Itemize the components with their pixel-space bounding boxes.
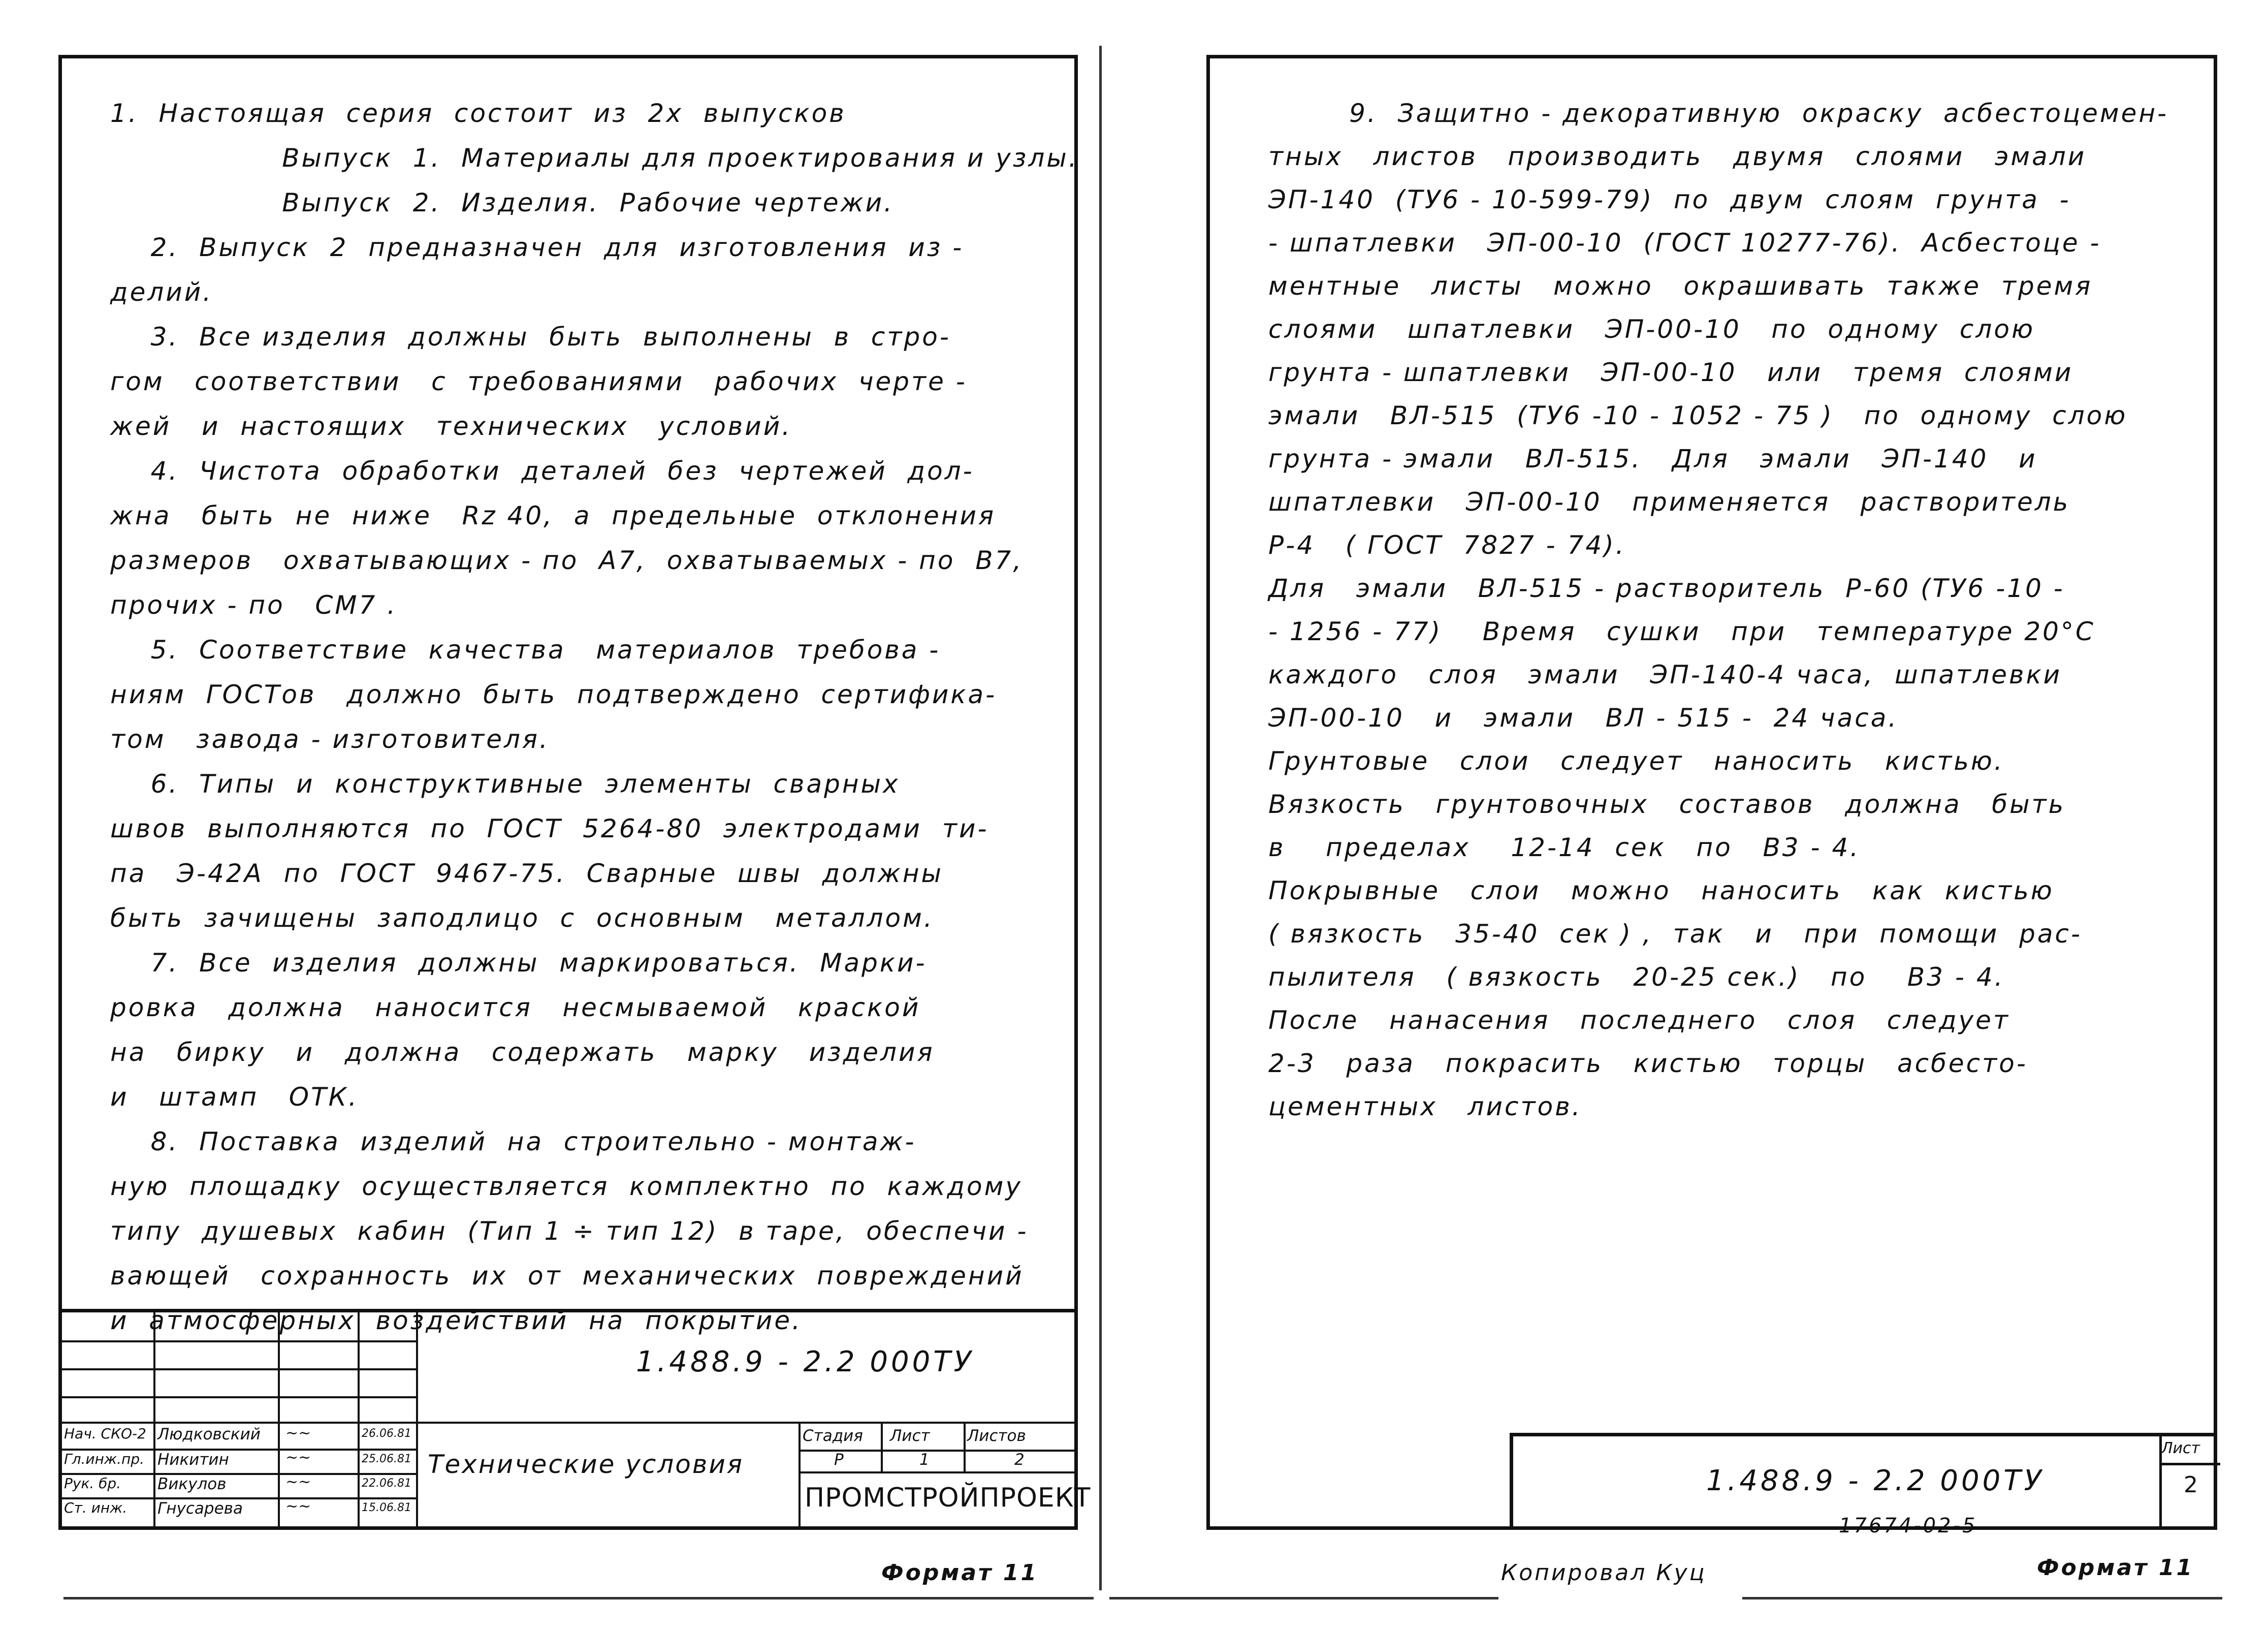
text-line: ( вязкость 35-40 сек ) , так и при помощи рас- xyxy=(1268,919,2083,949)
text-line: Для эмали ВЛ-515 - растворитель Р-60 (ТУ6 -10 - xyxy=(1268,574,2065,603)
text-line: 9. Защитно - декоративную окраску асбестоцемен- xyxy=(1268,99,2169,128)
text-line: ментные листы можно окрашивать также тремя xyxy=(1268,271,2093,301)
document-code: 1.488.9 - 2.2 000ТУ xyxy=(636,1345,974,1378)
text-line: шпатлевки ЭП-00-10 применяется растворитель xyxy=(1268,487,2070,517)
signature-mark: ~~ xyxy=(285,1424,311,1442)
text-line: вающей сохранность их от механических повреждений xyxy=(110,1261,1024,1291)
text-line: 5. Соответствие качества материалов требова - xyxy=(110,635,941,665)
signature-mark: ~~ xyxy=(285,1497,311,1515)
text-line: 2. Выпуск 2 предназначен для изготовления из - xyxy=(110,233,964,262)
text-line: 2-3 раза покрасить кистью торцы асбесто- xyxy=(1268,1049,2028,1078)
sheet-header: Лист xyxy=(890,1427,930,1445)
signer-name: Викулов xyxy=(157,1475,227,1493)
text-line: на бирку и должна содержать марку изделия xyxy=(110,1038,935,1067)
stage-header: Стадия xyxy=(803,1427,863,1445)
text-line: цементных листов. xyxy=(1268,1092,1582,1121)
document-code-right: 1.488.9 - 2.2 000ТУ xyxy=(1706,1464,2045,1497)
signer-role: Нач. СКО-2 xyxy=(64,1425,146,1442)
text-line: Покрывные слои можно наносить как кистью xyxy=(1268,876,2054,905)
text-line: 1. Настоящая серия состоит из 2х выпусков xyxy=(110,99,846,128)
bottom-rule-middle xyxy=(1109,1597,1498,1599)
page-center-divider xyxy=(1099,46,1102,1590)
text-line: и атмосферных воздействий на покрытие. xyxy=(110,1306,803,1335)
bottom-rule-left xyxy=(63,1597,1094,1599)
text-line: и штамп ОТК. xyxy=(110,1082,359,1112)
signer-role: Гл.инж.пр. xyxy=(64,1451,145,1467)
text-line: ЭП-00-10 и эмали ВЛ - 515 - 24 часа. xyxy=(1268,703,1899,733)
text-line: делий. xyxy=(110,277,213,307)
text-line: жна быть не ниже Rz 40, а предельные отклонения xyxy=(110,501,996,530)
signature-mark: ~~ xyxy=(285,1449,311,1466)
text-line: 6. Типы и конструктивные элементы сварных xyxy=(110,769,900,799)
text-line: в пределах 12-14 сек по В3 - 4. xyxy=(1268,833,1861,862)
left-sheet xyxy=(58,55,1091,1530)
bottom-rule-right xyxy=(1742,1597,2222,1599)
text-line: 3. Все изделия должны быть выполнены в стро- xyxy=(110,322,951,352)
text-line: 7. Все изделия должны маркироваться. Марки- xyxy=(110,948,927,978)
text-line: размеров охватывающих - по А7, охватываемых - по В7, xyxy=(110,546,1024,575)
text-line: ровка должна наносится несмываемой краской xyxy=(110,993,921,1022)
document-title: Технические условия xyxy=(428,1450,744,1479)
text-line: жей и настоящих технических условий. xyxy=(110,412,792,441)
text-line: прочих - по СМ7 . xyxy=(110,590,398,620)
text-line: слоями шпатлевки ЭП-00-10 по одному слою xyxy=(1268,315,2035,344)
signer-date: 25.06.81 xyxy=(362,1453,411,1465)
text-line: том завода - изготовителя. xyxy=(110,725,550,754)
title-block xyxy=(62,1309,1091,1526)
text-line: ЭП-140 (ТУ6 - 10-599-79) по двум слоям грунта - xyxy=(1268,185,2071,214)
signer-date: 15.06.81 xyxy=(362,1501,411,1514)
text-line: швов выполняются по ГОСТ 5264-80 электродами ти- xyxy=(110,814,989,843)
text-line: После нанасения последнего слоя следует xyxy=(1268,1006,2010,1035)
text-line: типу душевых кабин (Тип 1 ÷ тип 12) в таре, обеспечи - xyxy=(110,1216,1029,1246)
text-line: Вязкость грунтовочных составов должна быть xyxy=(1268,790,2066,819)
signer-name: Людковский xyxy=(157,1425,261,1443)
signer-date: 22.06.81 xyxy=(362,1477,411,1490)
sheet-value: 1 xyxy=(919,1451,930,1469)
text-line: гом соответствии с требованиями рабочих черте - xyxy=(110,367,967,396)
signer-name: Никитин xyxy=(157,1451,229,1469)
text-line: 8. Поставка изделий на строительно - монтаж- xyxy=(110,1127,916,1156)
text-line: Выпуск 2. Изделия. Рабочие чертежи. xyxy=(110,188,895,217)
organization-name: ПРОМСТРОЙПРОЕКТ xyxy=(805,1483,1091,1513)
text-line: Грунтовые слои следует наносить кистью. xyxy=(1268,746,2004,776)
sheet-header-right: Лист xyxy=(2161,1439,2200,1457)
sheet-value-right: 2 xyxy=(2184,1472,2198,1498)
text-line: грунта - эмали ВЛ-515. Для эмали ЭП-140 и xyxy=(1268,444,2037,474)
text-line: Выпуск 1. Материалы для проектирования и узлы. xyxy=(110,143,1079,173)
format-label-left: Формат 11 xyxy=(881,1560,1039,1586)
text-line: 4. Чистота обработки деталей без чертежей дол- xyxy=(110,456,974,486)
sheets-value: 2 xyxy=(1014,1451,1025,1469)
text-line: тных листов производить двумя слоями эмали xyxy=(1268,142,2087,171)
text-line: ную площадку осуществляется комплектно по каждому xyxy=(110,1172,1023,1201)
title-block-small xyxy=(1510,1433,2214,1526)
text-line: каждого слоя эмали ЭП-140-4 часа, шпатлевки xyxy=(1268,660,2062,689)
text-line: па Э-42А по ГОСТ 9467-75. Сварные швы должны xyxy=(110,859,943,888)
right-sheet xyxy=(1206,55,2217,1530)
stage-value: Р xyxy=(834,1451,844,1469)
text-line: эмали ВЛ-515 (ТУ6 -10 - 1052 - 75 ) по одному слою xyxy=(1268,401,2128,430)
sheets-header: Листов xyxy=(967,1427,1026,1445)
text-line: - шпатлевки ЭП-00-10 (ГОСТ 10277-76). Асбестоце - xyxy=(1268,228,2101,258)
text-line: грунта - шпатлевки ЭП-00-10 или тремя слоями xyxy=(1268,358,2073,387)
text-line: Р-4 ( ГОСТ 7827 - 74). xyxy=(1268,530,1626,560)
signer-date: 26.06.81 xyxy=(362,1427,411,1440)
signer-name: Гнусарева xyxy=(157,1499,243,1518)
signer-role: Рук. бр. xyxy=(64,1475,121,1492)
format-label-right: Формат 11 xyxy=(2037,1555,2194,1581)
signer-role: Ст. инж. xyxy=(64,1499,127,1516)
signature-mark: ~~ xyxy=(285,1473,311,1491)
text-line: пылителя ( вязкость 20-25 сек.) по В3 - 4. xyxy=(1268,962,2005,992)
text-line: - 1256 - 77) Время сушки при температуре 20°С xyxy=(1268,617,2095,646)
archive-number: 17674-02-5 xyxy=(1839,1514,1977,1537)
text-line: быть зачищены заподлицо с основным металлом. xyxy=(110,903,934,933)
text-line: ниям ГОСТов должно быть подтверждено сертифика- xyxy=(110,680,997,709)
copied-by-label: Копировал Куц xyxy=(1501,1560,1707,1586)
